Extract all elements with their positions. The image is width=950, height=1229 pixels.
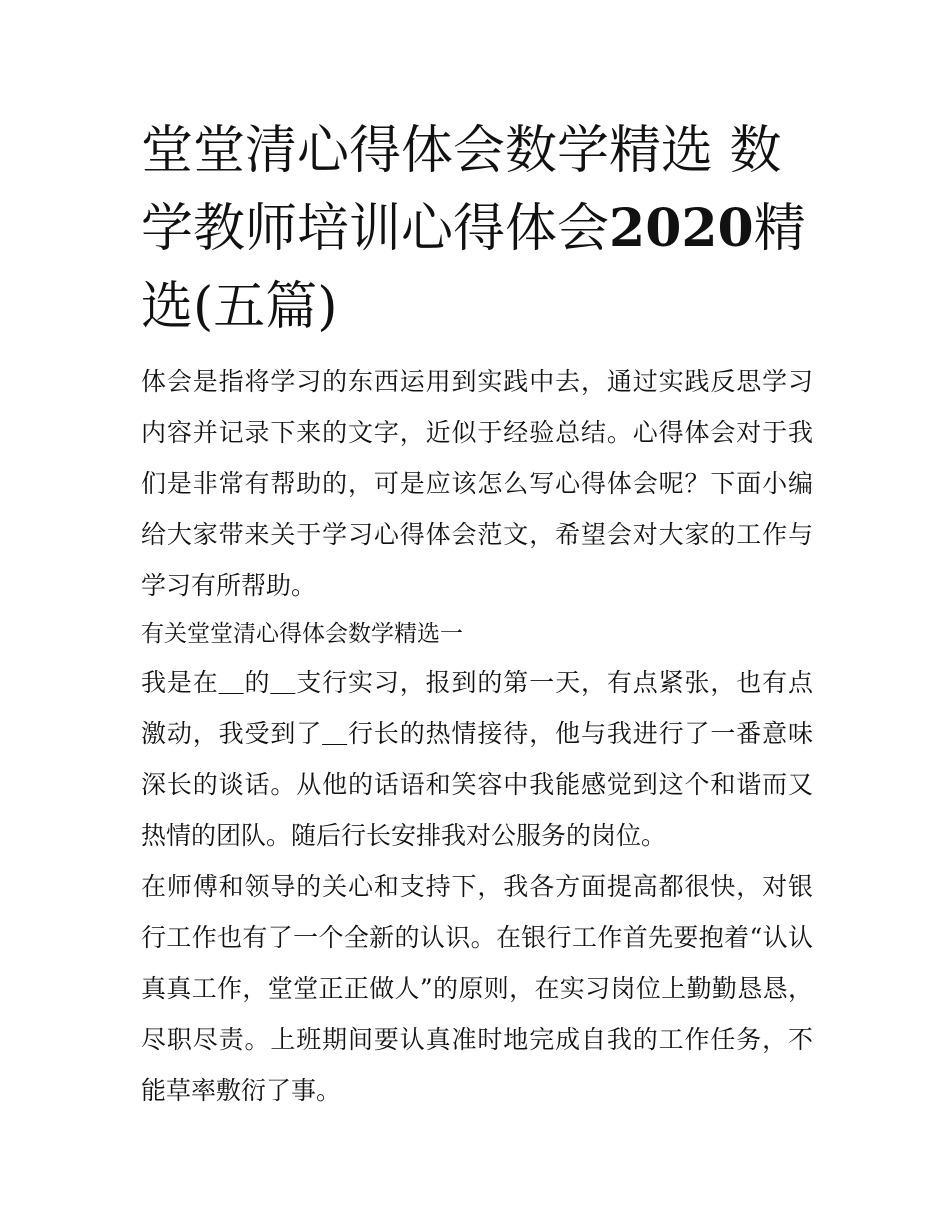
title-year: 2020 xyxy=(609,198,754,259)
document-body xyxy=(141,112,813,1116)
body-paragraph-1: 我是在＿的＿支行实习，报到的第一天，有点紧张，也有点激动，我受到了＿行长的热情接待，他与我进行了一番意味深长的谈话。从他的话语和笑容中我能感觉到这个和谐而又热情的团队。随后行长安排我对公服务的岗位。 xyxy=(141,668,813,850)
body-paragraph-2: 在师傅和领导的关心和支持下，我各方面提高都很快，对银行工作也有了一个全新的认识。在银行工作首先要抱着“认认真真工作，堂堂正正做人”的原则，在实习岗位上勤勤恳恳，尽职尽责。上班期间要认真准时地完成自我的工作任务，不能草率敷衍了事。 xyxy=(141,872,813,1105)
document-title xyxy=(141,112,813,346)
intro-paragraph: 体会是指将学习的东西运用到实践中去，通过实践反思学习内容并记录下来的文字，近似于经验总结。心得体会对于我们是非常有帮助的，可是应该怎么写心得体会呢？下面小编给大家带来关于学习心得体会范文，希望会对大家的工作与学习有所帮助。 xyxy=(141,367,813,600)
title-text-part1: 堂堂清心得体会数学精选 数学教师培训心得体会 xyxy=(141,121,782,259)
section-heading: 有关堂堂清心得体会数学精选一 xyxy=(141,621,463,647)
title-text-part2: 精选(五篇) xyxy=(141,199,806,337)
